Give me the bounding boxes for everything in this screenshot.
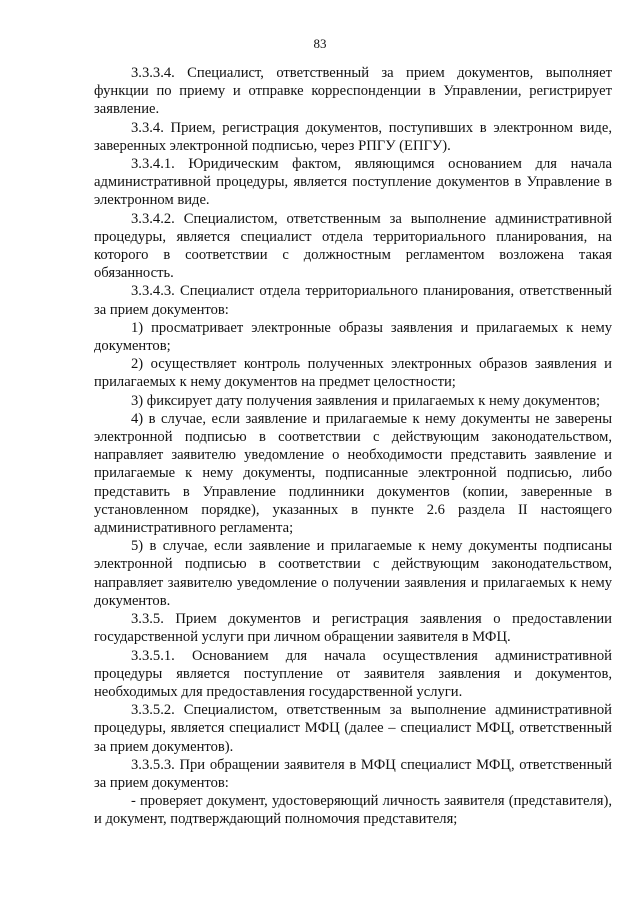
list-item-dash-1: - проверяет документ, удостоверяющий личность заявителя (представителя), и документ, подтверждающий полномочия представителя; [94,793,612,828]
list-item-1: 1) просматривает электронные образы заявления и прилагаемых к нему документов; [94,319,612,355]
paragraph-3-3-4-1: 3.3.4.1. Юридическим фактом, являющимся основанием для начала административной процедуры, является поступление документов в Управление в электронном виде. [94,156,612,209]
document-body [94,64,612,829]
paragraph-3-3-3-4: 3.3.3.4. Специалист, ответственный за прием документов, выполняет функции по приему и отправке корреспонденции в Управлении, регистрирует заявление. [94,65,612,118]
paragraph-3-3-4-2: 3.3.4.2. Специалистом, ответственным за выполнение административной процедуры, является специалист отдела территориального планирования, на которого в соответствии с должностным регламентом возложена такая обязанность. [94,210,612,282]
paragraph-3-3-5-2: 3.3.5.2. Специалистом, ответственным за выполнение административной процедуры, является специалист МФЦ (далее – специалист МФЦ, ответственный за прием документов). [94,702,612,755]
list-item-5: 5) в случае, если заявление и прилагаемые к нему документы подписаны электронной подписью в соответствии с действующим законодательством, направляет заявителю уведомление о получении заявления и прилагаемых к нему документов. [94,538,612,609]
list-item-2: 2) осуществляет контроль полученных электронных образов заявления и прилагаемых к нему документов на предмет целостности; [94,356,612,391]
list-item-4: 4) в случае, если заявление и прилагаемые к нему документы не заверены электронной подписью в соответствии с действующим законодательством, направляет заявителю уведомление о необходимости представить заявление и прилагаемые к нему документы, подписанные электронной подписью, либо представить в Управление подлинники документов (копии, заверенные в установленном порядке), указанных в пункте 2.6 раздела II настоящего административного регламента; [94,410,612,537]
list-item-3: 3) фиксирует дату получения заявления и прилагаемых к нему документов; [131,392,601,409]
paragraph-3-3-5: 3.3.5. Прием документов и регистрация заявления о предоставлении государственной услуги при личном обращении заявителя в МФЦ. [94,611,612,646]
paragraph-3-3-5-1: 3.3.5.1. Основанием для начала осуществления административной процедуры является поступление от заявителя заявления и документов, необходимых для предоставления государственной услуги. [94,647,612,700]
paragraph-3-3-4: 3.3.4. Прием, регистрация документов, поступивших в электронном виде, заверенных электронной подписью, через РПГУ (ЕПГУ). [94,119,612,154]
paragraph-3-3-5-3: 3.3.5.3. При обращении заявителя в МФЦ специалист МФЦ, ответственный за прием документов: [94,756,612,791]
page-number: 83 [313,36,327,51]
paragraph-3-3-4-3: 3.3.4.3. Специалист отдела территориального планирования, ответственный за прием документов: [94,283,612,318]
